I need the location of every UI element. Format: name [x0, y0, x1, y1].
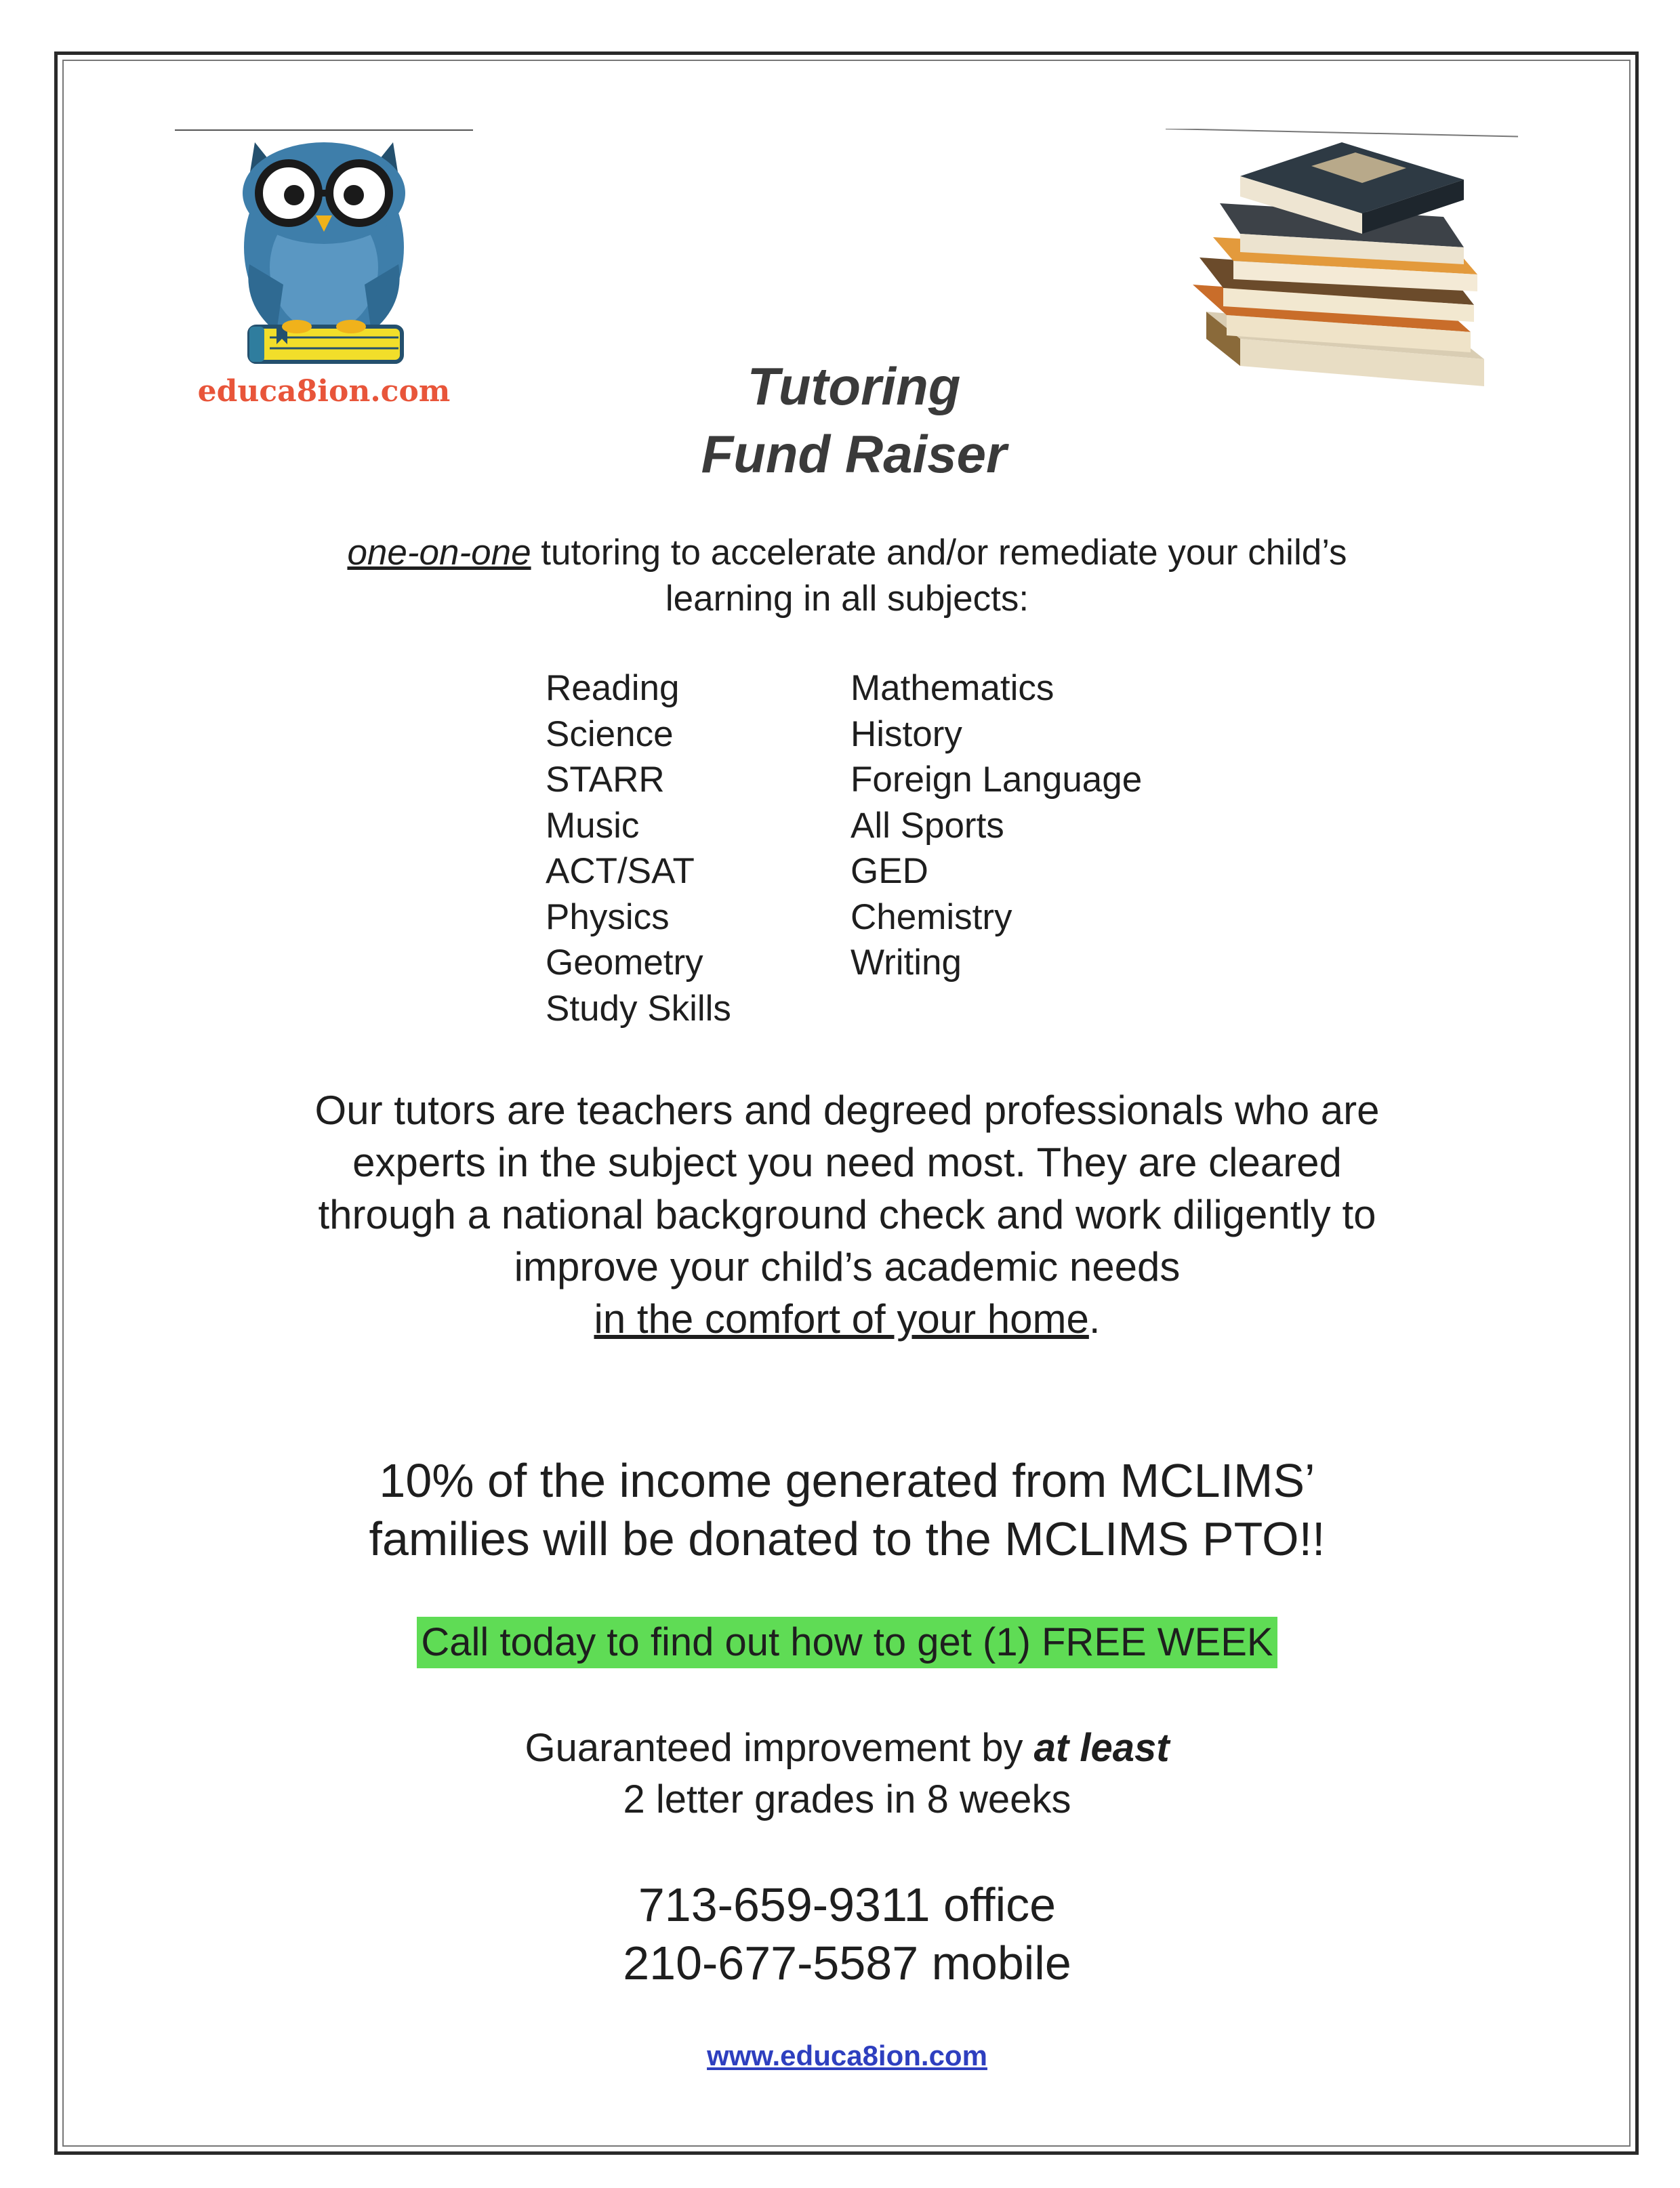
- subject-item: Reading: [546, 668, 680, 708]
- subject-item: Geometry: [546, 943, 703, 983]
- description-line: improve your child’s academic needs: [514, 1244, 1181, 1289]
- description-line: Our tutors are teachers and degreed professionals who are: [314, 1088, 1380, 1133]
- guarantee-line-2: 2 letter grades in 8 weeks: [623, 1777, 1071, 1821]
- subject-item: History: [851, 714, 962, 754]
- subject-item: ACT/SAT: [546, 851, 695, 891]
- description-line: through a national background check and work diligently to: [318, 1192, 1376, 1237]
- subject-item: Science: [546, 714, 674, 754]
- intro-line-1-rest: tutoring to accelerate and/or remediate your child’s: [531, 533, 1347, 573]
- call-to-action: [169, 1617, 1525, 1668]
- subject-item: Writing: [851, 943, 962, 983]
- subjects-column-2: [851, 665, 1142, 986]
- subjects-column-1: [546, 665, 731, 1031]
- website-link[interactable]: www.educa8ion.com: [707, 2040, 987, 2071]
- subject-item: STARR: [546, 760, 665, 800]
- donation-line-2: families will be donated to the MCLIMS PTO!!: [369, 1512, 1326, 1565]
- subject-item: GED: [851, 851, 928, 891]
- phone-numbers: [169, 1876, 1525, 1992]
- title-line-2: Fund Raiser: [701, 424, 1007, 484]
- intro-emphasis: one-on-one: [347, 533, 531, 573]
- guarantee-start: Guaranteed improvement by: [525, 1726, 1034, 1770]
- description-paragraph: [169, 1084, 1525, 1345]
- subject-item: Foreign Language: [851, 760, 1143, 800]
- description-underlined: in the comfort of your home: [594, 1296, 1089, 1342]
- donation-notice: [169, 1451, 1525, 1568]
- donation-line-1: 10% of the income generated from MCLIMS’: [379, 1454, 1315, 1507]
- subject-item: Music: [546, 805, 640, 846]
- subject-item: Mathematics: [851, 668, 1054, 708]
- call-to-action-highlight: Call today to find out how to get (1) FREE WEEK: [417, 1617, 1277, 1668]
- guarantee-text: [169, 1722, 1525, 1825]
- subject-item: Chemistry: [851, 896, 1012, 937]
- phone-office[interactable]: 713-659-9311 office: [638, 1878, 1057, 1931]
- subject-item: All Sports: [851, 805, 1004, 846]
- intro-text: [224, 530, 1471, 622]
- intro-line-2: learning in all subjects:: [665, 579, 1029, 619]
- subject-item: Physics: [546, 896, 670, 937]
- logo-text: educa8ion.com: [197, 374, 451, 409]
- guarantee-emphasis: at least: [1033, 1726, 1170, 1770]
- owl-on-book-icon: [175, 129, 473, 413]
- description-period: .: [1088, 1296, 1101, 1342]
- page-title: [583, 352, 1125, 488]
- subject-item: Study Skills: [546, 988, 731, 1029]
- phone-mobile[interactable]: 210-677-5587 mobile: [623, 1937, 1071, 1989]
- title-line-1: Tutoring: [747, 356, 961, 416]
- stack-of-books-icon: [1166, 129, 1518, 427]
- description-line: experts in the subject you need most. They are cleared: [352, 1140, 1342, 1185]
